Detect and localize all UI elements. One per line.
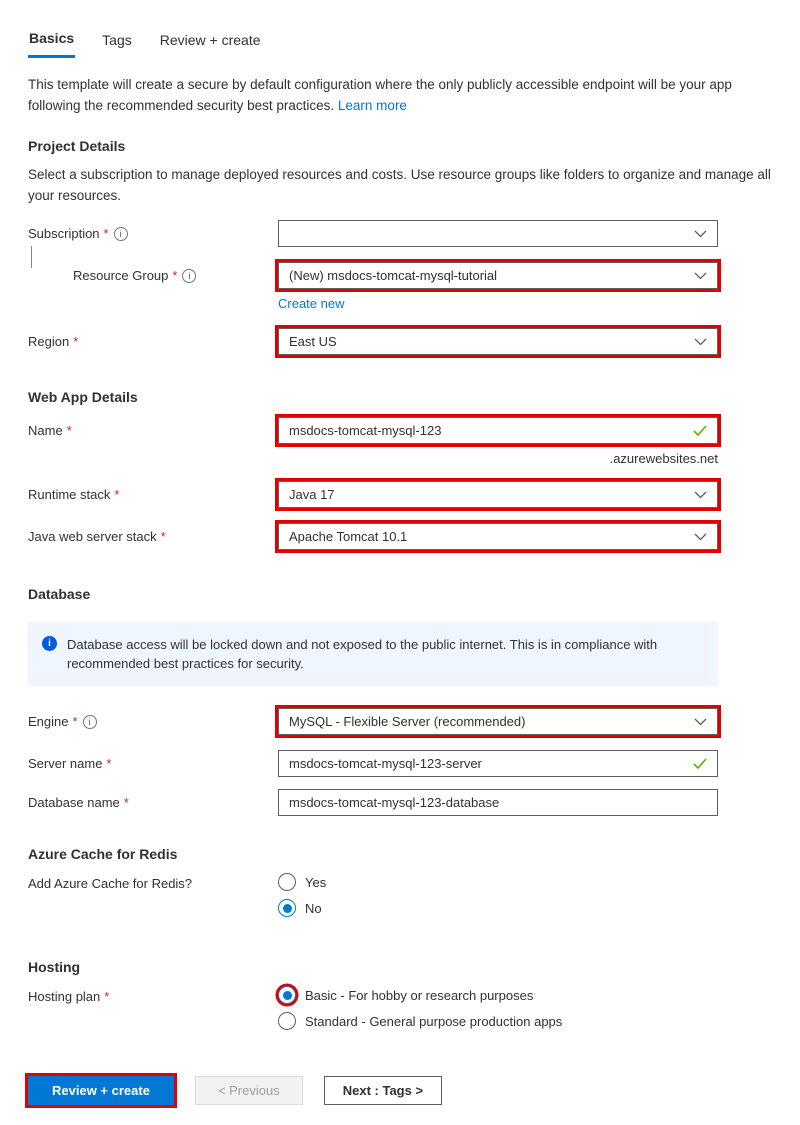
runtime-stack-dropdown[interactable] [278, 481, 718, 508]
required-marker: * [123, 795, 129, 810]
redis-option-yes[interactable] [278, 873, 326, 891]
subscription-label: Subscription [28, 226, 100, 241]
project-details-heading: Project Details [28, 138, 126, 154]
hosting-plan-label-cell [28, 983, 278, 1004]
name-value: msdocs-tomcat-mysql-123 [289, 423, 442, 438]
name-label-cell [28, 417, 278, 438]
hosting-option-standard[interactable] [278, 1012, 562, 1030]
chevron-down-icon [694, 491, 707, 499]
resource-group-label-cell [28, 262, 278, 283]
region-dropdown[interactable] [278, 328, 718, 355]
required-marker: * [172, 268, 178, 283]
previous-button[interactable]: < Previous [195, 1076, 303, 1105]
name-label: Name [28, 423, 63, 438]
subscription-dropdown[interactable] [278, 220, 718, 247]
info-icon[interactable]: i [114, 227, 128, 241]
engine-label-cell [28, 708, 278, 729]
java-stack-dropdown[interactable] [278, 523, 718, 550]
info-icon: i [42, 636, 57, 651]
hosting-plan-radio-group [278, 983, 562, 1030]
region-row [28, 328, 772, 355]
engine-dropdown[interactable] [278, 708, 718, 735]
resource-group-value: (New) msdocs-tomcat-mysql-tutorial [289, 268, 498, 283]
resource-group-row [28, 262, 772, 313]
resource-group-label: Resource Group [73, 268, 169, 283]
server-name-row [28, 750, 772, 777]
region-label: Region [28, 334, 70, 349]
server-name-label: Server name [28, 756, 103, 771]
learn-more-link[interactable]: Learn more [337, 98, 407, 113]
runtime-stack-label: Runtime stack [28, 487, 111, 502]
redis-option-yes-label: Yes [305, 874, 327, 890]
database-name-input[interactable] [278, 789, 718, 816]
redis-heading: Azure Cache for Redis [28, 846, 178, 862]
hosting-option-basic[interactable] [278, 986, 562, 1004]
runtime-stack-label-cell [28, 481, 278, 502]
name-input[interactable] [278, 417, 718, 444]
chevron-down-icon [694, 272, 707, 280]
intro-description: This template will create a secure by default configuration where the only publicly accessible endpoint will be your app following the recommended security best practices. [28, 77, 732, 113]
database-heading: Database [28, 586, 91, 602]
name-row [28, 417, 772, 466]
required-marker: * [73, 334, 79, 349]
database-name-row [28, 789, 772, 816]
required-marker: * [72, 714, 78, 729]
redis-option-no-label: No [305, 900, 322, 916]
server-name-label-cell [28, 750, 278, 771]
project-details-description: Select a subscription to manage deployed resources and costs. Use resource groups like folders to organize and manage all your resources. [28, 167, 771, 203]
tab-review-create[interactable]: Review + create [159, 30, 262, 58]
hosting-plan-label: Hosting plan [28, 989, 101, 1004]
database-name-label: Database name [28, 795, 120, 810]
review-create-button[interactable]: Review + create [28, 1076, 174, 1105]
chevron-down-icon [694, 230, 707, 238]
hosting-option-basic-label: Basic - For hobby or research purposes [305, 987, 534, 1003]
radio-button-icon[interactable] [278, 873, 296, 891]
tab-tags[interactable]: Tags [101, 30, 133, 58]
resource-group-dropdown[interactable] [278, 262, 718, 289]
database-name-value: msdocs-tomcat-mysql-123-database [289, 795, 500, 810]
radio-button-selected-icon[interactable] [278, 899, 296, 917]
required-marker: * [66, 423, 72, 438]
java-stack-label: Java web server stack [28, 529, 157, 544]
subscription-label-cell [28, 220, 278, 241]
required-marker: * [104, 989, 110, 1004]
java-stack-value: Apache Tomcat 10.1 [289, 529, 408, 544]
domain-suffix: .azurewebsites.net [609, 451, 718, 466]
web-app-details-heading: Web App Details [28, 389, 138, 405]
region-value: East US [289, 334, 337, 349]
region-label-cell [28, 328, 278, 349]
java-stack-label-cell [28, 523, 278, 544]
radio-button-icon[interactable] [278, 1012, 296, 1030]
engine-label: Engine [28, 714, 69, 729]
required-marker: * [114, 487, 120, 502]
intro-text [28, 74, 768, 116]
required-marker: * [160, 529, 166, 544]
next-tags-button[interactable]: Next : Tags > [324, 1076, 442, 1105]
runtime-stack-value: Java 17 [289, 487, 335, 502]
subscription-row [28, 220, 772, 247]
runtime-stack-row [28, 481, 772, 508]
database-info-banner [28, 622, 718, 686]
create-new-link[interactable]: Create new [278, 296, 345, 311]
valid-check-icon [693, 425, 707, 436]
database-name-label-cell [28, 789, 278, 810]
redis-question-cell [28, 870, 278, 891]
valid-check-icon [693, 758, 707, 769]
redis-question-label: Add Azure Cache for Redis? [28, 876, 193, 891]
server-name-value: msdocs-tomcat-mysql-123-server [289, 756, 482, 771]
tab-basics[interactable]: Basics [28, 30, 75, 58]
java-stack-row [28, 523, 772, 550]
hosting-heading: Hosting [28, 959, 81, 975]
tab-bar [28, 30, 772, 58]
engine-row [28, 708, 772, 735]
redis-option-no[interactable] [278, 899, 326, 917]
info-icon[interactable]: i [182, 269, 196, 283]
redis-radio-group [278, 870, 326, 917]
radio-button-selected-icon[interactable] [278, 986, 296, 1004]
required-marker: * [103, 226, 109, 241]
chevron-down-icon [694, 338, 707, 346]
info-icon[interactable]: i [83, 715, 97, 729]
footer-button-bar [28, 1076, 772, 1105]
database-banner-text: Database access will be locked down and not exposed to the public internet. This is in compliance with recommended best practices for security. [67, 637, 658, 671]
hosting-option-standard-label: Standard - General purpose production apps [305, 1013, 563, 1029]
chevron-down-icon [694, 533, 707, 541]
engine-value: MySQL - Flexible Server (recommended) [289, 714, 526, 729]
required-marker: * [106, 756, 112, 771]
server-name-input[interactable] [278, 750, 718, 777]
redis-row [28, 870, 772, 917]
hosting-plan-row [28, 983, 772, 1030]
chevron-down-icon [694, 718, 707, 726]
